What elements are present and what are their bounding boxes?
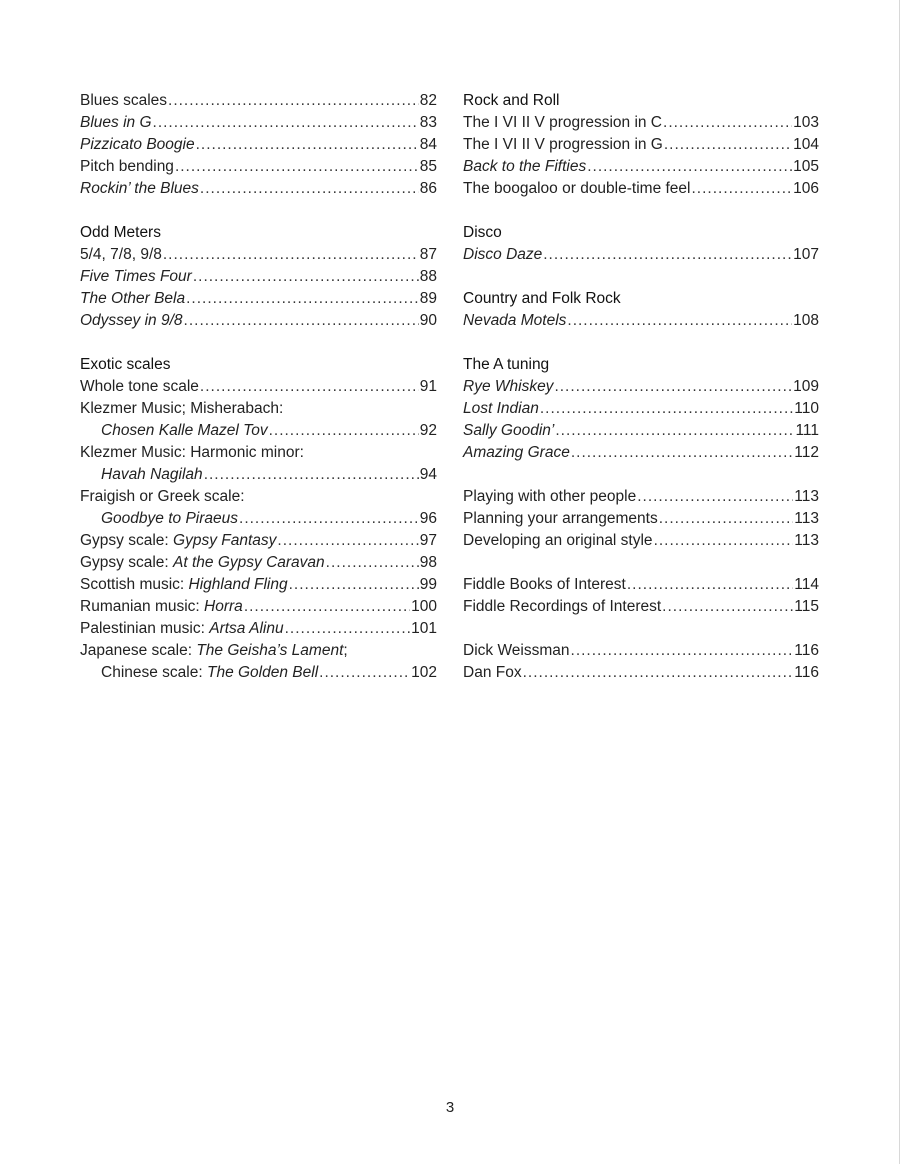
toc-entry-page: 102 [411,664,437,681]
toc-entry-title: Fiddle Books of Interest [463,576,626,593]
toc-entry-page: 113 [794,532,819,549]
toc-entry-title: Whole tone scale [80,378,199,395]
toc-entry-title: Disco Daze [463,246,543,263]
toc-entry-title: Goodbye to Piraeus [101,510,239,527]
toc-entry-italic-title: The Golden Bell [206,664,319,681]
toc-entry[interactable] [80,112,437,134]
toc-entry-page: 82 [419,92,437,109]
toc-entry[interactable] [463,574,819,596]
toc-entry-title: Rockin’ the Blues [80,180,199,197]
dot-leader [196,134,419,156]
toc-entry-page: 85 [419,158,437,175]
toc-entry-italic-title: At the Gypsy Caravan [173,554,325,571]
toc-section-odd-meters [80,222,437,332]
dot-leader [175,156,419,178]
toc-entry[interactable] [463,112,819,134]
section-heading: The A tuning [463,356,550,373]
dot-leader [543,244,792,266]
toc-section-disco [463,222,819,266]
toc-entry-page: 97 [419,532,437,549]
toc-entry[interactable] [463,420,819,442]
toc-entry-page: 116 [794,664,819,681]
dot-leader [163,244,419,266]
toc-entry[interactable] [80,508,437,530]
toc-entry-line1: Klezmer Music; Misherabach: [80,400,284,417]
dot-leader [554,376,792,398]
toc-entry-title [80,618,284,640]
toc-entry[interactable] [80,596,437,618]
toc-entry-title: Dan Fox [463,664,522,681]
toc-section-fiddle-resources [463,574,819,618]
toc-entry-page: 105 [793,158,819,175]
toc-entry-prefix: Palestinian music: [80,620,210,637]
toc-entry-page: 99 [419,576,437,593]
toc-entry[interactable] [80,420,437,442]
section-heading: Country and Folk Rock [463,290,621,307]
toc-entry-italic-title: Artsa Alinu [209,620,284,637]
toc-entry-title: Back to the Fifties [463,158,587,175]
toc-entry[interactable] [80,266,437,288]
dot-leader [269,420,419,442]
section-heading: Rock and Roll [463,92,560,109]
toc-entry-prefix: Japanese scale: [80,642,197,659]
toc-entry[interactable] [80,310,437,332]
dot-leader [186,288,419,310]
dot-leader [691,178,792,200]
toc-entry-page: 111 [795,422,819,439]
toc-entry-title [80,552,325,574]
dot-leader [637,486,793,508]
dot-leader [153,112,419,134]
toc-entry-page: 116 [794,642,819,659]
toc-entry-title: The I VI II V progression in G [463,136,663,153]
dot-leader [200,178,419,200]
toc-entry[interactable] [463,442,819,464]
toc-entry-title: Odyssey in 9/8 [80,312,183,329]
toc-entry-page: 106 [793,180,819,197]
toc-entry-title: Playing with other people [463,488,637,505]
toc-entry-title: Developing an original style [463,532,653,549]
dot-leader [204,464,419,486]
toc-entry-title: Blues in G [80,114,152,131]
toc-entry[interactable] [80,156,437,178]
toc-entry-page: 112 [794,444,819,461]
toc-entry-prefix: Gypsy scale: [80,532,174,549]
dot-leader [523,662,794,684]
dot-leader [319,662,410,684]
toc-entry-title [80,530,276,552]
toc-entry[interactable] [463,310,819,332]
toc-entry-line1 [80,640,437,662]
toc-entry-title: Five Times Four [80,268,192,285]
toc-entry[interactable] [463,530,819,552]
toc-entry-prefix: Chinese scale: [101,664,207,681]
toc-section-exotic-scales [80,354,437,684]
toc-entry-page: 84 [419,136,437,153]
dot-leader [184,310,419,332]
toc-entry-page: 96 [419,510,437,527]
toc-entry[interactable] [80,134,437,156]
toc-entry-page: 110 [794,400,819,417]
dot-leader [571,640,794,662]
toc-entry-title: Planning your arrangements [463,510,658,527]
toc-entry-page: 109 [793,378,819,395]
toc-entry-page: 107 [793,246,819,263]
toc-entry-page: 94 [419,466,437,483]
toc-entry-page: 114 [794,576,819,593]
toc-entry-title: Dick Weissman [463,642,570,659]
toc-entry-prefix: Scottish music: [80,576,189,593]
toc-entry[interactable] [80,464,437,486]
dot-leader [244,596,410,618]
toc-entry-page: 113 [794,510,819,527]
toc-entry-page: 108 [793,312,819,329]
dot-leader [326,552,419,574]
toc-entry-title: Amazing Grace [463,444,570,461]
toc-entry[interactable] [80,530,437,552]
toc-entry-title: The boogaloo or double-time feel [463,180,691,197]
dot-leader [587,156,792,178]
toc-section-a-tuning [463,354,819,464]
dot-leader [277,530,418,552]
toc-entry[interactable] [80,288,437,310]
dot-leader [200,376,419,398]
section-heading: Disco [463,224,502,241]
toc-entry[interactable] [463,508,819,530]
toc-entry[interactable] [463,376,819,398]
dot-leader [285,618,411,640]
section-heading: Odd Meters [80,224,161,241]
toc-entry-italic-title: Highland Fling [188,576,288,593]
toc-entry[interactable] [463,134,819,156]
toc-entry-title: The Other Bela [80,290,186,307]
toc-entry-line1: Klezmer Music: Harmonic minor: [80,444,304,461]
toc-entry-page: 113 [794,488,819,505]
toc-entry-italic-title: Horra [204,598,243,615]
toc-right-column [463,90,819,706]
dot-leader [663,112,792,134]
section-heading: Exotic scales [80,356,171,373]
toc-entry[interactable] [80,376,437,398]
toc-entry-title [80,596,243,618]
toc-entry-title [101,662,318,684]
dot-leader [193,266,419,288]
toc-entry-title: Blues scales [80,92,168,109]
toc-section-blues [80,90,437,200]
toc-entry-prefix: Rumanian music: [80,598,205,615]
toc-entry[interactable] [80,662,437,684]
toc-entry-title: 5/4, 7/8, 9/8 [80,246,162,263]
toc-entry-page: 98 [419,554,437,571]
toc-entry[interactable] [80,618,437,640]
toc-entry[interactable] [463,178,819,200]
toc-entry[interactable] [463,596,819,618]
toc-entry-italic-title: The Geisha’s Lament [196,642,344,659]
toc-entry[interactable] [463,156,819,178]
toc-entry[interactable] [80,90,437,112]
dot-leader [289,574,419,596]
toc-entry-title: Pitch bending [80,158,174,175]
toc-entry-page: 92 [419,422,437,439]
dot-leader [571,442,793,464]
dot-leader [659,508,794,530]
toc-section-country-folk-rock [463,288,819,332]
toc-entry-title: Lost Indian [463,400,539,417]
toc-left-column [80,90,437,706]
toc-entry-page: 91 [419,378,437,395]
toc-entry-page: 86 [419,180,437,197]
toc-entry[interactable] [80,574,437,596]
toc-entry-title: Chosen Kalle Mazel Tov [101,422,268,439]
toc-entry-page: 90 [419,312,437,329]
toc-entry-title: Pizzicato Boogie [80,136,195,153]
toc-entry-page: 87 [419,246,437,263]
toc-entry-title: Havah Nagilah [101,466,203,483]
toc-section-authors [463,640,819,684]
dot-leader [540,398,793,420]
toc-entry-title: Sally Goodin’ [463,422,555,439]
toc-entry-page: 83 [419,114,437,131]
toc-entry-title: Nevada Motels [463,312,567,329]
toc-entry[interactable] [463,486,819,508]
dot-leader [567,310,792,332]
toc-entry[interactable] [463,662,819,684]
toc-entry[interactable] [463,398,819,420]
dot-leader [654,530,794,552]
toc-entry[interactable] [463,244,819,266]
toc-entry-prefix: Gypsy scale: [80,554,174,571]
toc-entry-page: 104 [793,136,819,153]
toc-entry[interactable] [80,244,437,266]
toc-entry-title: The I VI II V progression in C [463,114,663,131]
page-number: 3 [445,1099,455,1116]
toc-entry-suffix: ; [343,642,348,659]
dot-leader [239,508,419,530]
dot-leader [664,134,792,156]
toc-entry[interactable] [463,640,819,662]
toc-entry-page: 100 [411,598,437,615]
toc-entry-page: 101 [411,620,437,637]
dot-leader [555,420,794,442]
dot-leader [168,90,419,112]
toc-section-rock-and-roll [463,90,819,200]
toc-entry-line1: Fraigish or Greek scale: [80,488,245,505]
toc-entry-page: 115 [794,598,819,615]
toc-entry-italic-title: Gypsy Fantasy [173,532,277,549]
toc-entry-page: 89 [419,290,437,307]
toc-section-playing [463,486,819,552]
toc-entry-page: 103 [793,114,819,131]
toc-entry-title: Rye Whiskey [463,378,554,395]
toc-entry[interactable] [80,178,437,200]
toc-entry-title: Fiddle Recordings of Interest [463,598,662,615]
dot-leader [627,574,793,596]
toc-entry-title [80,574,288,596]
toc-entry[interactable] [80,552,437,574]
toc-entry-page: 88 [419,268,437,285]
dot-leader [662,596,793,618]
